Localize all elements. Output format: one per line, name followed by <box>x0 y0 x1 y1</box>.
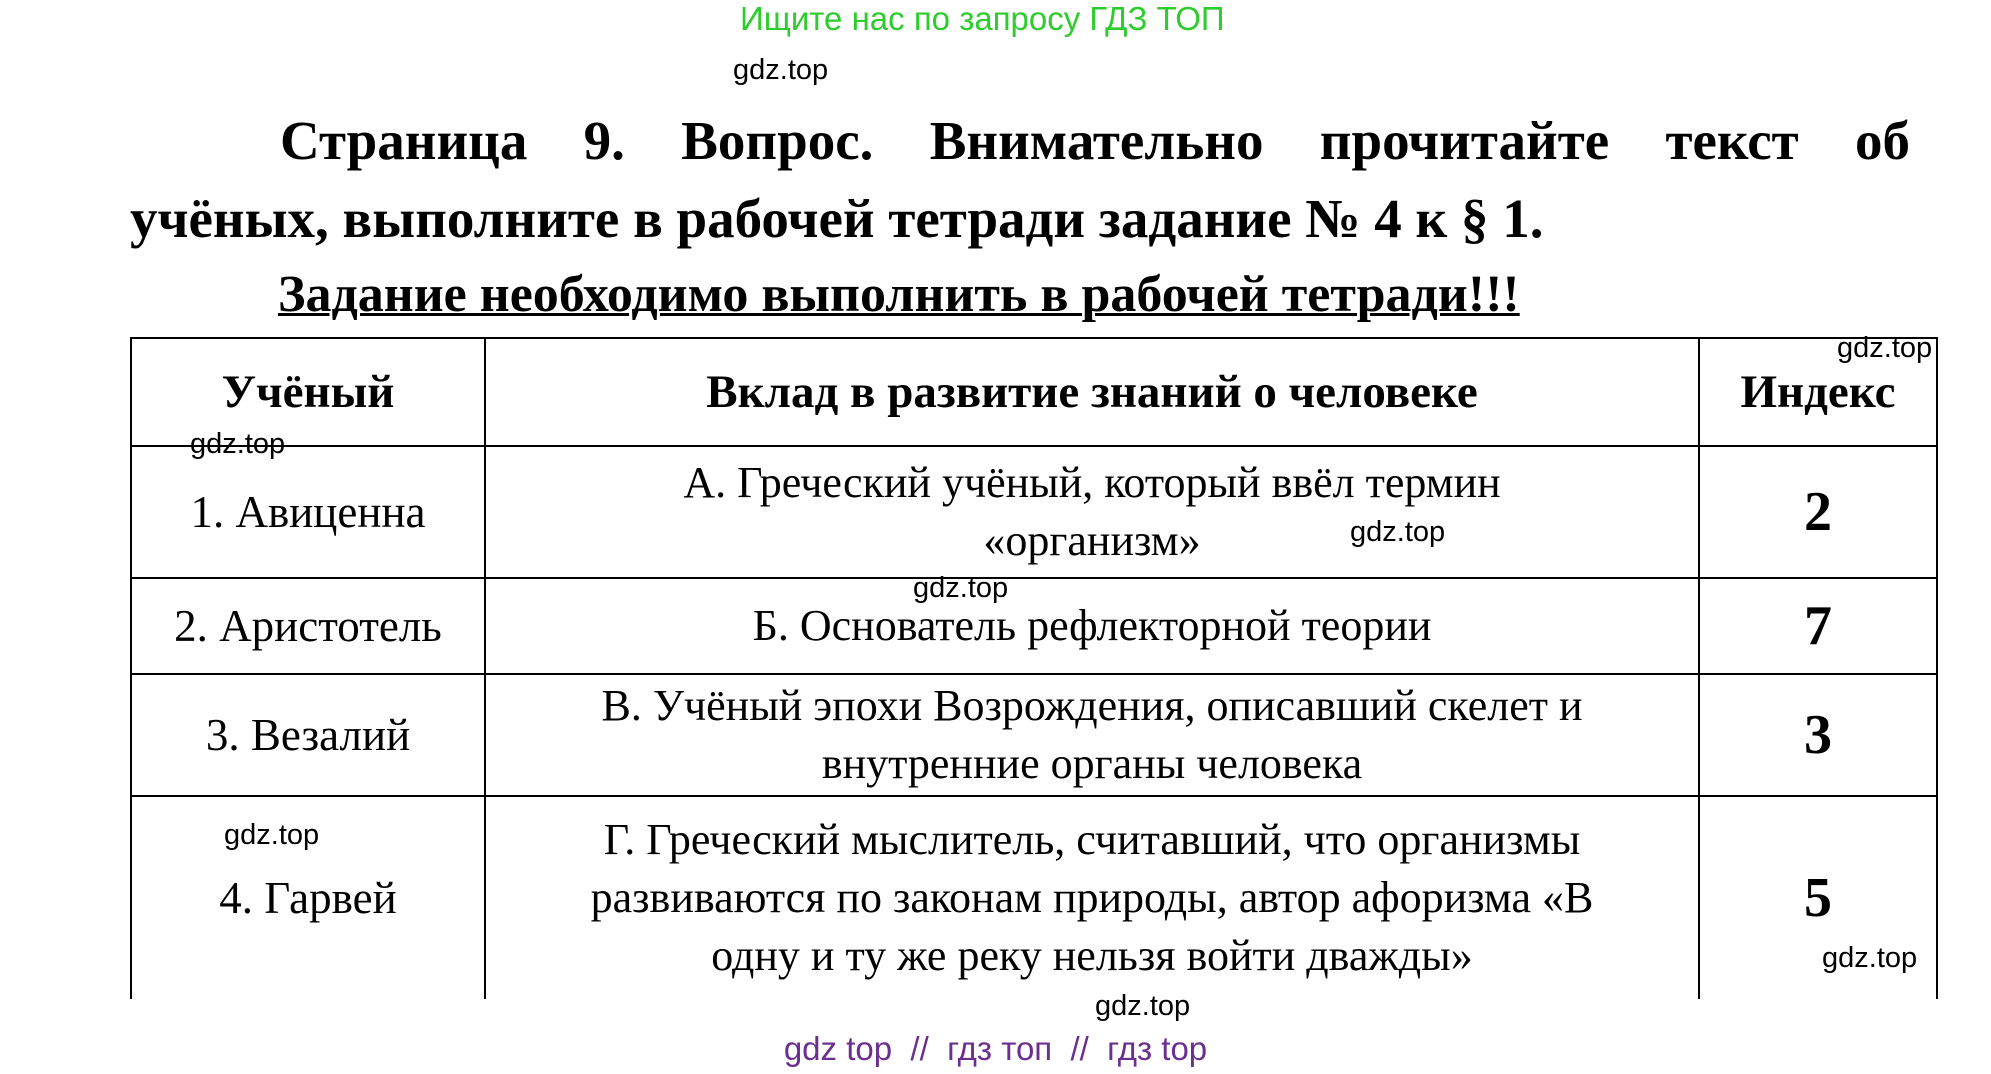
contribution-line: В. Учёный эпохи Возрождения, описавший скелет и <box>601 681 1583 730</box>
heading-line-1: Страница 9. Вопрос. Внимательно прочитайте текст об <box>280 110 1910 171</box>
contribution-line: одну и ту же реку нельзя войти дважды» <box>711 931 1473 980</box>
table-row <box>131 674 1937 796</box>
index-value: 5 <box>1699 796 1937 999</box>
contribution-line: Б. Основатель рефлекторной теории <box>752 601 1432 650</box>
header-scientist: Учёный <box>131 338 485 446</box>
heading-line-2: учёных, выполните в рабочей тетради задание № 4 к § 1. <box>130 188 1544 249</box>
table-header-row <box>131 338 1937 446</box>
contribution-line: Г. Греческий мыслитель, считавший, что организмы <box>603 815 1581 864</box>
contribution-line: А. Греческий учёный, который ввёл термин <box>683 458 1501 507</box>
top-banner-link[interactable]: Ищите нас по запросу ГДЗ ТОП <box>740 0 1225 37</box>
watermark: gdz.top <box>224 819 320 851</box>
contribution-line: внутренние органы человека <box>821 739 1363 788</box>
contribution <box>485 446 1699 578</box>
contribution <box>485 796 1699 999</box>
watermark: gdz.top <box>1822 942 1918 974</box>
page-heading <box>130 102 1910 258</box>
contribution <box>485 674 1699 796</box>
watermark: gdz.top <box>190 428 286 460</box>
scientist-name: 2. Аристотель <box>131 578 485 674</box>
scientist-name: 4. Гарвей <box>131 796 485 999</box>
index-value: 7 <box>1699 578 1937 674</box>
scientist-name: 3. Везалий <box>131 674 485 796</box>
contribution-line: развиваются по законам природы, автор афоризма «В <box>590 873 1594 922</box>
watermark: gdz.top <box>1350 516 1446 548</box>
index-value: 2 <box>1699 446 1937 578</box>
watermark: gdz.top <box>1095 990 1191 1022</box>
contribution <box>485 578 1699 674</box>
contribution-line: «организм» <box>983 516 1201 565</box>
scientist-name: 1. Авиценна <box>131 446 485 578</box>
table-row <box>131 446 1937 578</box>
index-value: 3 <box>1699 674 1937 796</box>
footer-links[interactable]: gdz top // гдз топ // гдз top <box>783 1030 1208 1067</box>
watermark: gdz.top <box>733 54 829 86</box>
header-index: Индекс <box>1699 338 1937 446</box>
table-row <box>131 578 1937 674</box>
watermark: gdz.top <box>1837 332 1933 364</box>
scientists-table <box>130 337 1938 999</box>
header-contribution: Вклад в развитие знаний о человеке <box>485 338 1699 446</box>
table-row <box>131 796 1937 999</box>
watermark: gdz.top <box>913 572 1009 604</box>
task-instruction: Задание необходимо выполнить в рабочей тетради!!! <box>278 266 1520 323</box>
